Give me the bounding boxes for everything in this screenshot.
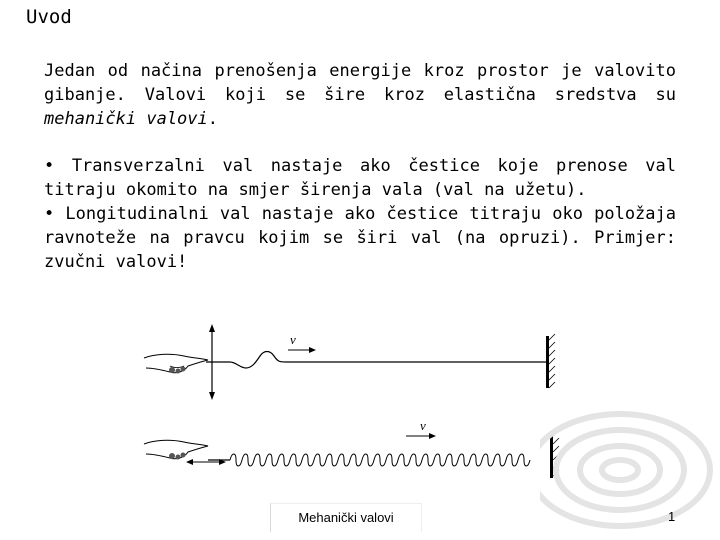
intro-text: Jedan od načina prenošenja energije kroz prostor je valovito gibanje. Valovi koji se šire kroz elastična sredstva su: [44, 61, 676, 105]
velocity-label-top: v: [290, 332, 296, 347]
footer-title: Mehanički valovi: [270, 503, 422, 532]
bullet-longitudinal: • Longitudinalni val nastaje ako čestice titraju oko položaja ravnoteže na pravcu kojim se širi val (na opruzi). Primjer: zvučni valovi!: [44, 204, 676, 272]
slide-title: Uvod: [26, 6, 72, 28]
intro-emphasis: mehanički valovi: [44, 109, 208, 129]
rope-line: [206, 352, 546, 369]
spring-diagram: [144, 418, 559, 478]
arrow-down-head: [209, 392, 215, 400]
bullet-list: [44, 154, 676, 274]
rope-diagram: [144, 324, 555, 400]
arrow-up-head: [209, 324, 215, 332]
velocity-label-bottom: v: [420, 418, 426, 433]
spring-coil: [230, 454, 530, 466]
hand-icon: [144, 440, 208, 459]
page-number: 1: [668, 509, 676, 524]
bullet-transverse: • Transverzalni val nastaje ako čestice koje prenose val titraju okomito na smjer širenja vala (val na užetu).: [44, 156, 676, 200]
intro-paragraph: [44, 59, 676, 131]
wall-top: [546, 336, 549, 388]
wave-illustration: [130, 318, 570, 478]
intro-end: .: [207, 109, 219, 129]
hand-icon: [144, 354, 208, 373]
ripple-decoration: [540, 410, 720, 540]
